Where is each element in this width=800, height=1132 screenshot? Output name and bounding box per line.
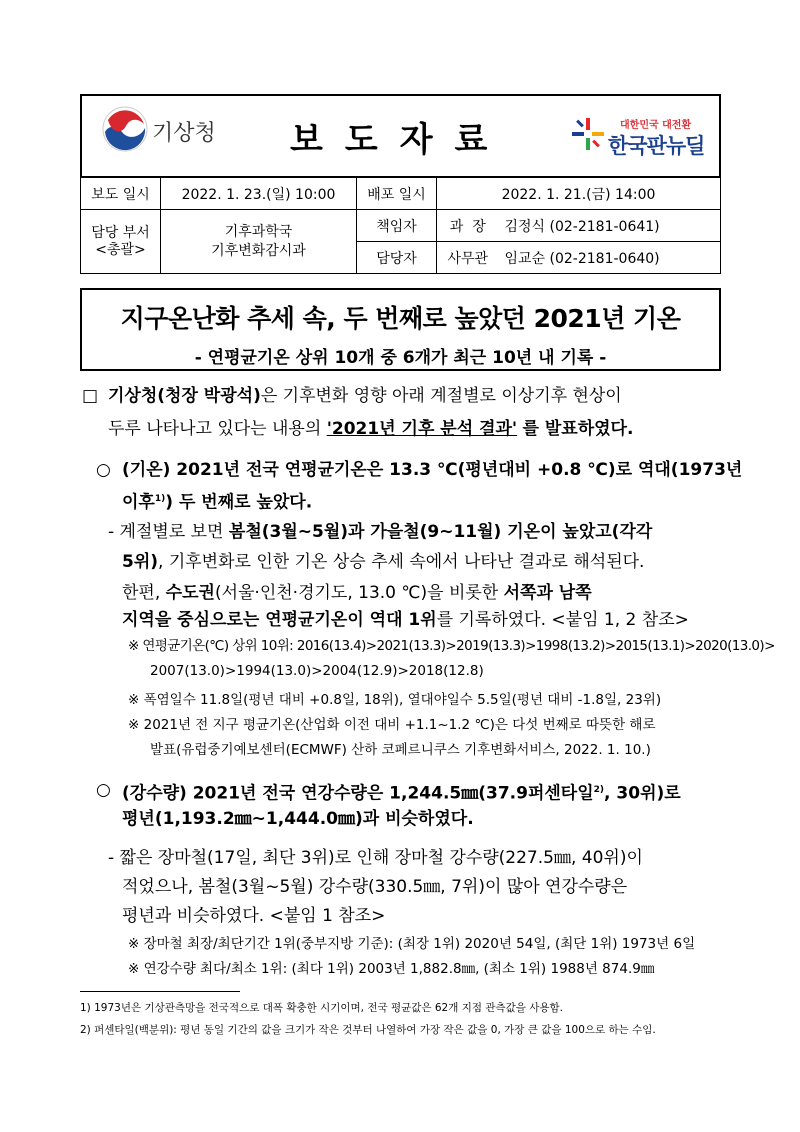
note-global-cont: 발표(유럽중기예보센터(ECMWF) 산하 코페르니쿠스 기후변화서비스, 2022. 1. 10.)	[150, 742, 651, 758]
announce-text: 를 발표하였다.	[522, 419, 634, 439]
staff-value: 임교순 (02-2181-0640)	[499, 242, 721, 274]
release-label: 보도 일시	[81, 178, 161, 210]
subheadline: - 연평균기온 상위 10개 중 6개가 최근 10년 내 기록 -	[194, 348, 607, 368]
season-analysis: , 기후변화로 인한 기온 상승 추세 속에서 나타난 결과로 해석된다.	[158, 552, 645, 572]
precip-line2: 평년(1,193.2㎜~1,444.0㎜)과 비슷하였다.	[122, 809, 474, 829]
staff-title: 사무관	[437, 242, 499, 274]
season-highlight: 봄철(3월~5월)과 가을철(9~11월) 기온이 높았고(각각	[228, 522, 653, 542]
page-title: 보도자료	[290, 120, 510, 160]
footnote-2: 2) 퍼센타일(백분위): 평년 동일 기간의 값을 크기가 작은 것부터 나열하여 가장 작은 값을 0, 가장 큰 값을 100으로 하는 수임.	[80, 1024, 656, 1036]
release-value: 2022. 1. 23.(일) 10:00	[161, 178, 357, 210]
footnote-ref-1: 1)	[154, 494, 166, 504]
circle-bullet: ○	[96, 460, 111, 480]
paragraph-1-text2: 두루 나타나고 있다는 내용의	[108, 419, 327, 439]
precip-rank: , 30위)로	[604, 783, 681, 804]
newdeal-logo-icon	[570, 116, 606, 152]
headline-box	[80, 288, 721, 371]
dept-value-line1: 기후과학국	[224, 223, 293, 240]
capital-area: 수도권	[165, 583, 215, 603]
square-bullet: □	[82, 386, 99, 406]
resp-label: 책임자	[357, 210, 437, 242]
paragraph-1-line1	[108, 380, 622, 413]
agency-name: 기상청(청장 박광석)	[108, 386, 261, 406]
monsoon-line3: 평년과 비슷하였다. <붙임 1 참조>	[122, 906, 386, 926]
capital-detail: (서울·인천·경기도, 13.0 ℃)을 비롯한	[214, 583, 504, 603]
temp-since: 이후	[122, 492, 155, 513]
dept-label	[81, 210, 161, 274]
paragraph-1-text: 은 기후변화 영향 아래 계절별로 이상기후 현상이	[260, 386, 622, 406]
temp-rank: ) 두 번째로 높았다.	[165, 492, 313, 513]
season-intro: - 계절별로 보면	[108, 522, 229, 542]
footnote-ref-2: 2)	[593, 785, 605, 795]
region-record: 지역을 중심으로는 연평균기온이 역대 1위	[122, 610, 437, 630]
footnote-divider	[80, 991, 240, 992]
dept-value-line2: 기후변화감시과	[211, 242, 306, 259]
footnote-1: 1) 1973년은 기상관측망을 전국적으로 대폭 확충한 시기이며, 전국 평균값은 62개 지점 관측값을 사용함.	[80, 1002, 564, 1014]
kma-logo-icon	[100, 104, 150, 154]
headline: 지구온난화 추세 속, 두 번째로 높았던 2021년 기온	[120, 304, 681, 333]
note-global: ※ 2021년 전 지구 평균기온(산업화 이전 대비 +1.1~1.2 ℃)은 다섯 번째로 따뜻한 해로	[128, 717, 656, 733]
monsoon-line2: 적었으나, 봄철(3월~5월) 강수량(330.5㎜, 7위)이 많아 연강수량은	[122, 877, 628, 897]
report-title: '2021년 기후 분석 결과'	[326, 419, 518, 439]
temp-line1: (기온) 2021년 전국 연평균기온은 13.3 ℃(평년대비 +0.8 ℃)로 역대(1973년	[122, 460, 743, 480]
note-monsoon: ※ 장마철 최장/최단기간 1위(중부지방 기준): (최장 1위) 2020년 54일, (최단 1위) 1973년 6일	[128, 936, 696, 952]
newdeal-slogan: 대한민국 대전환	[620, 120, 692, 131]
paragraph-1-line2	[108, 413, 633, 446]
precip-value: (강수량) 2021년 전국 연강수량은 1,244.5㎜(37.9퍼센타일	[122, 783, 594, 804]
staff-label: 담당자	[357, 242, 437, 274]
monsoon-line1: - 짧은 장마철(17일, 최단 3위)로 인해 장마철 강수량(227.5㎜, 40위)이	[108, 848, 643, 868]
note-heatwave: ※ 폭염일수 11.8일(평년 대비 +0.8일, 18위), 열대야일수 5.5일(평년 대비 -1.8일, 23위)	[128, 692, 662, 708]
info-table	[80, 177, 721, 274]
season-line1	[108, 516, 652, 549]
dept-label-line1: 담당 부서	[91, 224, 150, 241]
note-top10-cont: 2007(13.0)>1994(13.0)>2004(12.9)>2018(12.8)	[150, 663, 484, 679]
region-intro: 한편,	[122, 583, 166, 603]
season-rank: 5위)	[122, 552, 159, 572]
note-annual-precip: ※ 연강수량 최다/최소 1위: (최다 1위) 2003년 1,882.8㎜, (최소 1위) 1988년 874.9㎜	[128, 961, 655, 977]
season-line2	[122, 546, 644, 579]
dist-value: 2022. 1. 21.(금) 14:00	[437, 178, 721, 210]
kma-logo-text: 기상청	[152, 121, 216, 146]
circle-bullet-2: ○	[96, 780, 111, 800]
resp-value: 김정식 (02-2181-0641)	[499, 210, 721, 242]
dept-value	[161, 210, 357, 274]
resp-title: 과 장	[437, 210, 499, 242]
dist-label: 배포 일시	[357, 178, 437, 210]
dept-label-line2: <총괄>	[95, 241, 146, 258]
region-line2	[122, 604, 689, 637]
region-ref: 를 기록하였다. <붙임 1, 2 참조>	[436, 610, 689, 630]
newdeal-logo-text: 한국판뉴딜	[608, 134, 705, 158]
temp-line2	[122, 483, 312, 520]
west-south: 서쪽과 남쪽	[503, 583, 592, 603]
note-top10: ※ 연평균기온(℃) 상위 10위: 2016(13.4)>2021(13.3)>2019(13.3)>1998(13.2)>2015(13.1)>2020(13.0)>	[128, 638, 775, 654]
